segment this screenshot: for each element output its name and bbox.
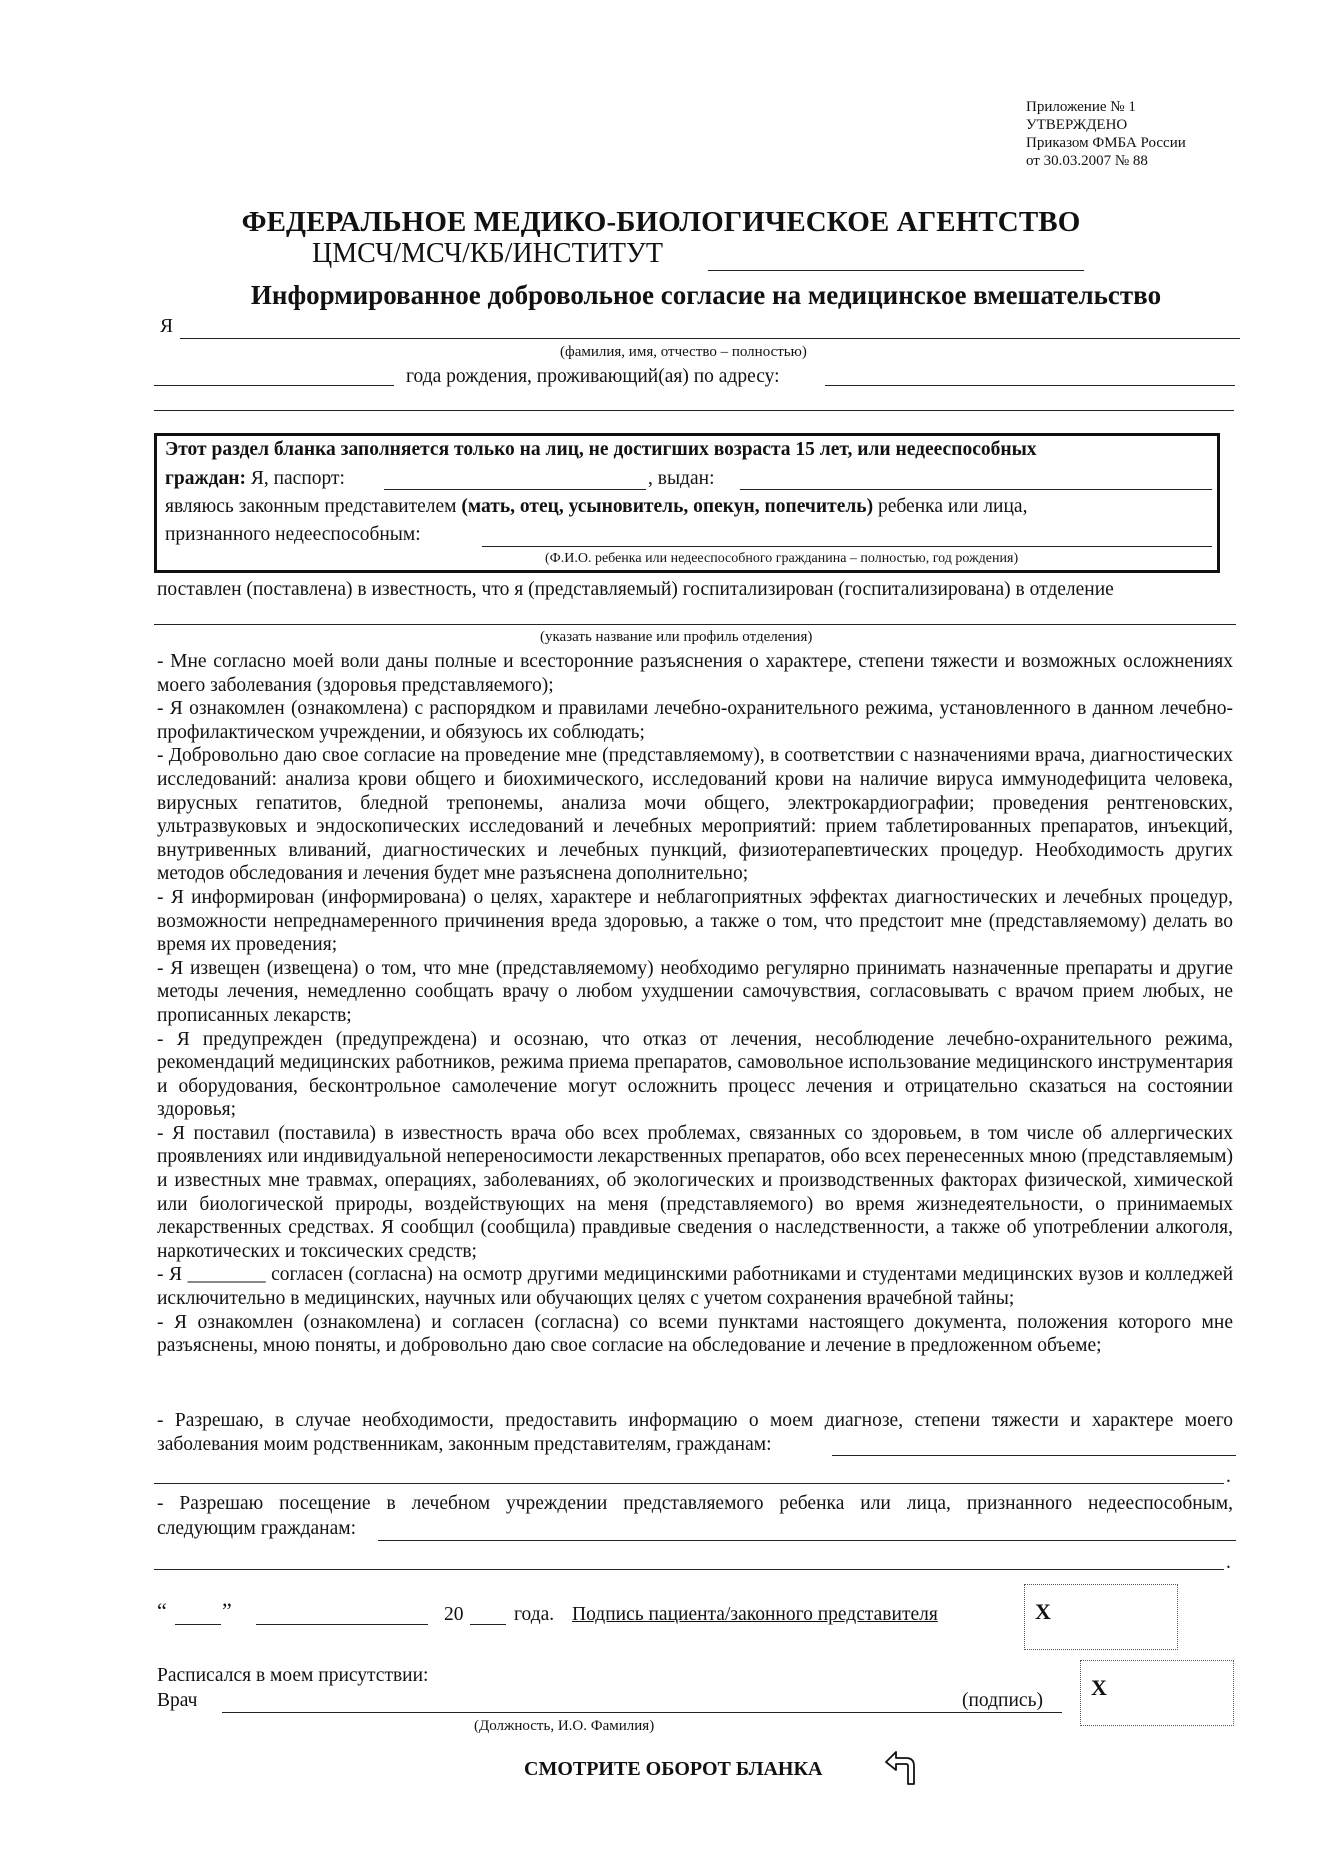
department-hint: (указать название или профиль отделения) bbox=[540, 629, 813, 645]
child-fio-field[interactable] bbox=[482, 546, 1212, 547]
visit-permit-end: . bbox=[1226, 1552, 1231, 1573]
clause-diagnostics: - Добровольно даю свое согласие на проведение мне (представляемому), в соответствии с назначениями врача, диагностических исследований: анализа крови общего и биохимического, исследований крови на наличие вируса иммунодефицита человека, вирусных гепатитов, бледной трепонемы, анализа мочи общего, электрокардиографии; проведения рентгеновских, ультразвуковых и эндоскопических исследований и лечебных мероприятий: прием таблетированных препаратов, инъекций, внутривенных вливаний, диагностических и лечебных пункций, физиотерапевтических процедур. Необходимость других методов обследования и лечения будет мне разъяснена дополнительно; bbox=[157, 745, 1233, 885]
approval-line-3: Приказом ФМБА России bbox=[1026, 135, 1186, 151]
document-title: Информированное добровольное согласие на медицинское вмешательство bbox=[250, 280, 1162, 310]
issued-field[interactable] bbox=[740, 489, 1212, 490]
year-prefix: 20 bbox=[444, 1604, 464, 1625]
doctor-label: Врач bbox=[157, 1690, 198, 1711]
birth-address-label: года рождения, проживающий(ая) по адресу: bbox=[406, 366, 780, 387]
agency-title: ФЕДЕРАЛЬНОЕ МЕДИКО-БИОЛОГИЧЕСКОЕ АГЕНТСТВО bbox=[241, 206, 1081, 238]
hospital-text: поставлен (поставлена) в известность, что я (представляемый) госпитализирован (госпитализирована) в отделение bbox=[157, 579, 1114, 600]
clause-agreed: - Я ознакомлен (ознакомлена) и согласен (согласна) со всеми пунктами настоящего документа, положения которого мне разъяснены, мною поняты, и добровольно даю свое согласие на обследование и лечение в предложенном объеме; bbox=[157, 1311, 1233, 1357]
representative-roles: (мать, отец, усыновитель, опекун, попечитель) bbox=[461, 496, 874, 517]
quote-open: “ bbox=[157, 1598, 167, 1623]
month-field[interactable] bbox=[256, 1624, 428, 1625]
year-field[interactable] bbox=[470, 1624, 506, 1625]
box-line-2 bbox=[165, 468, 345, 490]
quote-close: ” bbox=[222, 1598, 232, 1623]
doctor-field[interactable] bbox=[222, 1712, 1062, 1713]
address-field-2[interactable] bbox=[154, 410, 1234, 411]
clause-notified: - Я извещен (извещена) о том, что мне (представляемому) необходимо регулярно принимать назначенные препараты и другие методы лечения, немедленно сообщать врачу о любом ухудшении самочувствия, согласовывать с врачом прием любых, не прописанных лекарств; bbox=[157, 957, 1233, 1026]
visit-permit-line-1: - Разрешаю посещение в лечебном учреждении представляемого ребенка или лица, признанного недееспособным, bbox=[157, 1493, 1233, 1514]
clause-students bbox=[157, 1263, 1233, 1310]
consent-clauses bbox=[157, 650, 1233, 1358]
box-citizens: граждан: bbox=[165, 468, 246, 489]
child-fio-hint: (Ф.И.О. ребенка или недееспособного гражданина – полностью, год рождения) bbox=[545, 551, 1019, 566]
box-line-3 bbox=[165, 496, 1027, 518]
students-prefix: - Я bbox=[157, 1264, 183, 1286]
info-permit-line-2: заболевания моим родственникам, законным представителям, гражданам: bbox=[157, 1434, 772, 1455]
doctor-sign-label: (подпись) bbox=[962, 1690, 1043, 1711]
visitors-field[interactable] bbox=[378, 1540, 1236, 1541]
patient-signature-text: Подпись пациента/законного представителя bbox=[572, 1604, 938, 1625]
return-arrow-icon bbox=[884, 1750, 920, 1786]
clause-explanations: - Мне согласно моей воли даны полные и всесторонние разъяснения о характере, степени тяжести и возможных осложнениях моего заболевания (здоровья представляемого); bbox=[157, 651, 1233, 696]
students-consent-field[interactable]: ________ bbox=[187, 1264, 266, 1286]
see-back-label: СМОТРИТЕ ОБОРОТ БЛАНКА bbox=[524, 1758, 823, 1780]
clause-warned: - Я предупрежден (предупреждена) и осознаю, что отказ от лечения, несоблюдение лечебно-охранительного режима, рекомендаций медицинских работников, режима приема препаратов, самовольное использование медицинского инструментария и оборудования, бесконтрольное самолечение могут осложнить процесс лечения и отрицательно сказаться на состоянии здоровья; bbox=[157, 1028, 1233, 1121]
i-label: Я bbox=[160, 316, 174, 337]
clause-regime: - Я ознакомлен (ознакомлена) с распорядком и правилами лечебно-охранительного режима, установленного в данном лечебно-профилактическом учреждении, и обязуюсь их соблюдать; bbox=[157, 698, 1233, 743]
institution-label: ЦМСЧ/МСЧ/КБ/ИНСТИТУТ bbox=[312, 238, 663, 269]
clause-informed: - Я информирован (информирована) о целях, характере и неблагоприятных эффектах диагностических и лечебных процедур, возможности непреднамеренного причинения вреда здоровью, а также о том, что предстоит мне (представляемому) делать во время их проведения; bbox=[157, 886, 1233, 956]
patient-signature-label bbox=[572, 1604, 938, 1626]
doctor-signature-box[interactable] bbox=[1080, 1660, 1234, 1726]
witnessed-label: Расписался в моем присутствии: bbox=[157, 1665, 429, 1686]
visit-permit-line-2: следующим гражданам: bbox=[157, 1518, 356, 1539]
patient-x-mark: X bbox=[1035, 1599, 1051, 1624]
doctor-hint: (Должность, И.О. Фамилия) bbox=[474, 1718, 655, 1734]
approval-line-4: от 30.03.2007 № 88 bbox=[1026, 153, 1148, 169]
patient-signature-box[interactable] bbox=[1024, 1584, 1178, 1650]
department-field[interactable] bbox=[154, 624, 1236, 625]
students-text: согласен (согласна) на осмотр другими медицинскими работниками и студентами медицинских вузов и колледжей исключительно в медицинских, научных или обучающих целях с учетом сохранения врачебной тайны; bbox=[157, 1264, 1234, 1310]
doctor-x-mark: X bbox=[1091, 1675, 1107, 1700]
passport-field[interactable] bbox=[384, 489, 646, 490]
approval-line-1: Приложение № 1 bbox=[1026, 99, 1136, 115]
passport-label: Я, паспорт: bbox=[250, 468, 345, 489]
info-persons-field-2[interactable] bbox=[154, 1483, 1224, 1484]
approval-note bbox=[1026, 98, 1186, 170]
child-label: ребенка или лица, bbox=[877, 496, 1028, 517]
year-suffix: года. bbox=[514, 1604, 555, 1625]
info-persons-field[interactable] bbox=[832, 1455, 1236, 1456]
box-line-1: Этот раздел бланка заполняется только на лиц, не достигших возраста 15 лет, или недееспособных bbox=[165, 439, 1037, 460]
info-permit-line-1: - Разрешаю, в случае необходимости, предоставить информацию о моем диагнозе, степени тяжести и характере моего bbox=[157, 1410, 1233, 1431]
birth-year-field[interactable] bbox=[154, 385, 394, 386]
institution-field[interactable] bbox=[708, 270, 1084, 271]
info-permit-end: . bbox=[1226, 1466, 1231, 1487]
fio-field[interactable] bbox=[180, 338, 1240, 339]
clause-disclosed: - Я поставил (поставила) в известность врача обо всех проблемах, связанных со здоровьем, в том числе об аллергических проявлениях или индивидуальной непереносимости лекарственных препаратов, обо всех перенесенных мною (представляемым) и известных мне травмах, операциях, заболеваниях, об экологических и производственных факторах физической, химической или биологической природы, воздействующих на меня (представляемого) во время жизнедеятельности, о принимаемых лекарственных средствах. Я сообщил (сообщила) правдивые сведения о наследственности, а также об употреблении алкоголя, наркотических и токсических средств; bbox=[157, 1122, 1233, 1262]
incapable-label: признанного недееспособным: bbox=[165, 524, 421, 545]
visitors-field-2[interactable] bbox=[154, 1569, 1224, 1570]
issued-label: , выдан: bbox=[648, 468, 715, 489]
approval-line-2: УТВЕРЖДЕНО bbox=[1026, 117, 1128, 133]
day-field[interactable] bbox=[175, 1624, 221, 1625]
fio-hint: (фамилия, имя, отчество – полностью) bbox=[560, 344, 807, 360]
representative-label: являюсь законным представителем bbox=[165, 496, 457, 517]
address-field[interactable] bbox=[825, 385, 1235, 386]
